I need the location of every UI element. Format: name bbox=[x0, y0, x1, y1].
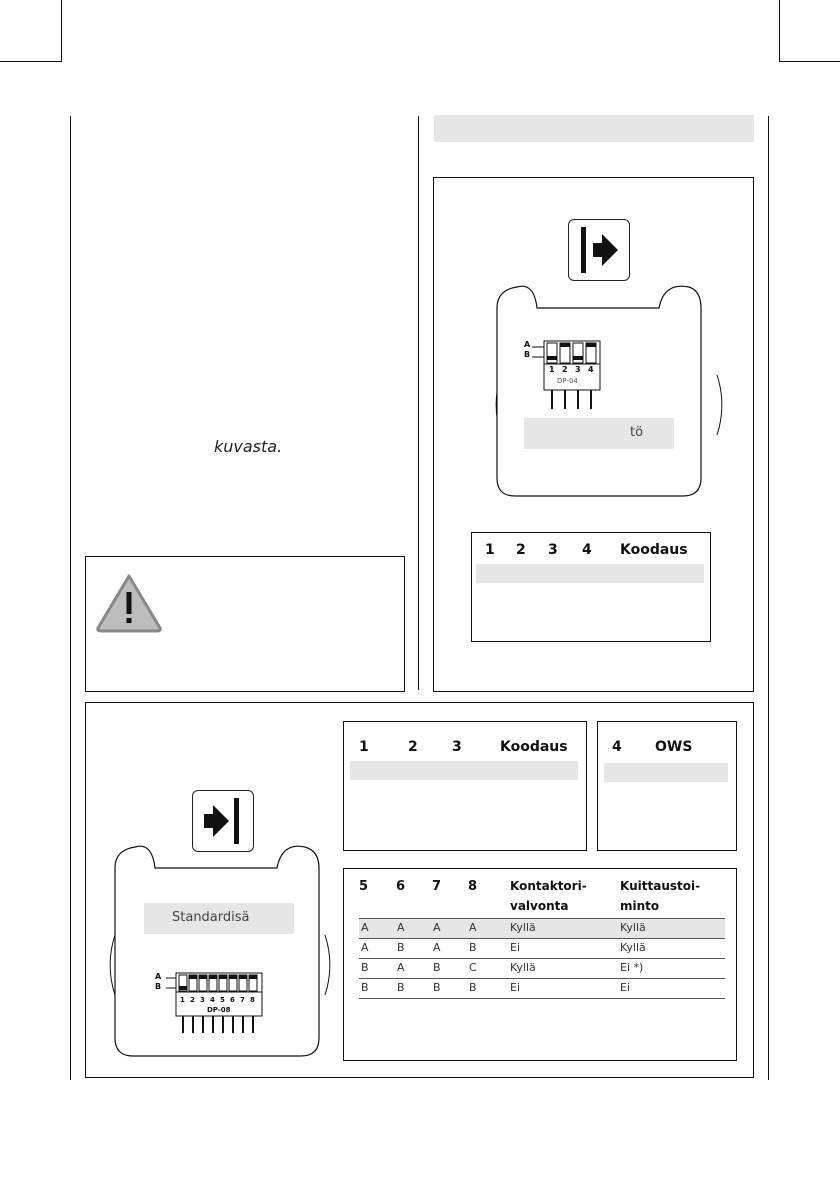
ct-r0-c0: A bbox=[361, 921, 369, 934]
ct-r2-c0: B bbox=[361, 961, 369, 974]
dip-switch-4 bbox=[518, 333, 608, 415]
chip8-row-a: A bbox=[155, 972, 162, 981]
ows-header-4: 4 bbox=[612, 739, 622, 755]
chip8-num-6: 6 bbox=[230, 996, 235, 1004]
coding3-header-1: 1 bbox=[359, 739, 369, 755]
chip4-row-a: A bbox=[524, 340, 531, 349]
chip8-num-8: 8 bbox=[250, 996, 255, 1004]
ct-r3-c1: B bbox=[397, 981, 405, 994]
left-margin-rule bbox=[70, 116, 71, 1080]
coding4-header-1: 1 bbox=[485, 542, 495, 558]
crop-mark-right bbox=[779, 61, 840, 62]
bar-arrow-right-icon bbox=[568, 219, 630, 281]
coding4-header-2: 2 bbox=[516, 542, 526, 558]
coding-table-3-row bbox=[350, 761, 578, 780]
ct-r1-c3: B bbox=[469, 941, 477, 954]
ct-header-ack-2: minto bbox=[620, 899, 660, 913]
ct-r3-c4: Ei bbox=[510, 981, 521, 994]
ct-r0-c1: A bbox=[397, 921, 405, 934]
chip4-num-4: 4 bbox=[588, 365, 594, 374]
dip-switch-figure-box bbox=[433, 177, 754, 692]
chip8-num-5: 5 bbox=[220, 996, 225, 1004]
ct-r0-c4: Kyllä bbox=[510, 921, 536, 934]
ct-r2-c1: A bbox=[397, 961, 405, 974]
ct-r0-c2: A bbox=[433, 921, 441, 934]
ct-header-contact-1: Kontaktori- bbox=[510, 879, 587, 893]
chip4-num-1: 1 bbox=[549, 365, 555, 374]
grey-label-box bbox=[524, 418, 674, 449]
ct-r2-c3: C bbox=[469, 961, 477, 974]
ct-r0-c5: Kyllä bbox=[620, 921, 646, 934]
ct-r3-c0: B bbox=[361, 981, 369, 994]
coding3-header-2: 2 bbox=[408, 739, 418, 755]
ct-r0-c3: A bbox=[469, 921, 477, 934]
center-column-rule bbox=[418, 116, 419, 690]
ct-rule-1 bbox=[359, 938, 725, 939]
ct-header-7: 7 bbox=[432, 879, 442, 894]
ct-row-0-bg bbox=[359, 918, 725, 938]
ct-r2-c5: Ei *) bbox=[620, 961, 644, 974]
ct-r1-c0: A bbox=[361, 941, 369, 954]
ct-r3-c3: B bbox=[469, 981, 477, 994]
ct-r1-c4: Ei bbox=[510, 941, 521, 954]
warning-triangle-icon bbox=[94, 572, 164, 634]
ct-header-ack-1: Kuittaustoi- bbox=[620, 879, 701, 893]
left-italic-text: kuvasta. bbox=[214, 437, 283, 456]
crop-mark-left bbox=[0, 61, 62, 62]
grey-label-text: tö bbox=[630, 425, 644, 440]
crop-mark-right-v bbox=[779, 0, 780, 62]
warning-box bbox=[85, 556, 405, 692]
ct-r3-c5: Ei bbox=[620, 981, 631, 994]
coding3-header-3: 3 bbox=[452, 739, 462, 755]
chip4-label: DP-04 bbox=[557, 377, 578, 385]
ct-header-contact-2: valvonta bbox=[510, 899, 569, 913]
chip8-num-1: 1 bbox=[180, 996, 185, 1004]
ct-r2-c2: B bbox=[433, 961, 441, 974]
ct-header-6: 6 bbox=[396, 879, 406, 894]
chip4-row-b: B bbox=[524, 350, 531, 359]
standard-label-text: Standardisä bbox=[172, 910, 250, 925]
standard-label-box bbox=[144, 903, 294, 934]
coding4-header-4: 4 bbox=[582, 542, 592, 558]
ct-r1-c2: A bbox=[433, 941, 441, 954]
ct-header-5: 5 bbox=[359, 879, 369, 894]
ows-table-row bbox=[604, 763, 728, 782]
ct-rule-2 bbox=[359, 958, 725, 959]
chip8-num-4: 4 bbox=[210, 996, 215, 1004]
ct-r1-c1: B bbox=[397, 941, 405, 954]
chip8-num-2: 2 bbox=[190, 996, 195, 1004]
coding4-header-coding: Koodaus bbox=[620, 542, 688, 558]
chip4-num-3: 3 bbox=[575, 365, 581, 374]
ct-rule-4 bbox=[359, 998, 725, 999]
chip4-num-2: 2 bbox=[562, 365, 568, 374]
right-margin-rule bbox=[768, 116, 769, 1080]
section-header-bar bbox=[434, 115, 754, 142]
coding3-header-coding: Koodaus bbox=[500, 739, 568, 755]
ct-r2-c4: Kyllä bbox=[510, 961, 536, 974]
chip8-row-b: B bbox=[155, 982, 162, 991]
ct-header-8: 8 bbox=[468, 879, 478, 894]
input-arrow-icon-box bbox=[568, 219, 630, 281]
ct-rule-0 bbox=[359, 918, 725, 919]
ct-r1-c5: Kyllä bbox=[620, 941, 646, 954]
ct-rule-3 bbox=[359, 978, 725, 979]
coding-table-4-row bbox=[476, 564, 704, 583]
chip8-label: DP-08 bbox=[207, 1006, 231, 1014]
chip8-num-3: 3 bbox=[200, 996, 205, 1004]
chip8-num-7: 7 bbox=[240, 996, 245, 1004]
coding4-header-3: 3 bbox=[548, 542, 558, 558]
ct-r3-c2: B bbox=[433, 981, 441, 994]
crop-mark-left-v bbox=[61, 0, 62, 62]
ows-header-ows: OWS bbox=[655, 739, 693, 755]
